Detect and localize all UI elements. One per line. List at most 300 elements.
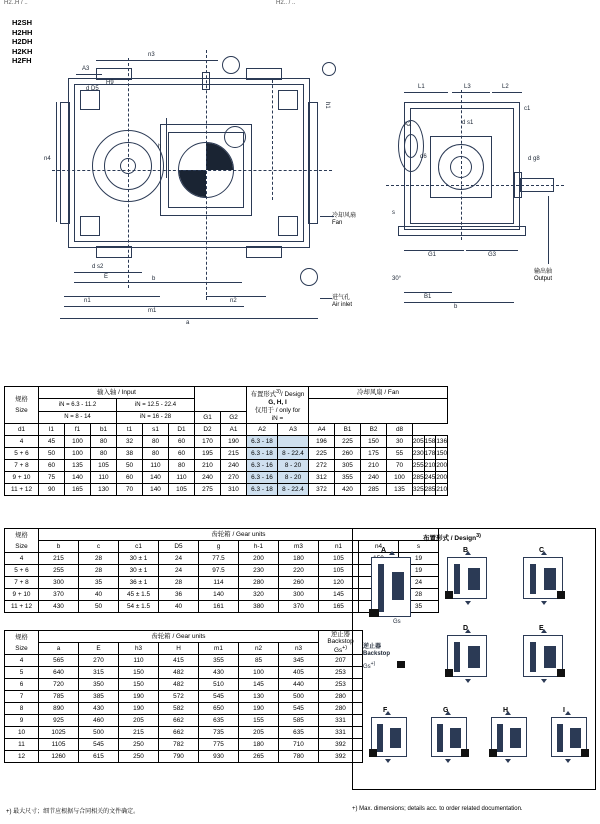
dim-n1 [64,296,160,297]
t2-cell: 28 [159,577,199,589]
label-ds2: d s2 [92,264,104,270]
t1-cell: 225 [335,436,361,448]
t1-cell: 312 [309,472,335,484]
t2-title: 齿轮箱 / Gear units [39,529,439,541]
dim-E [74,272,142,273]
t3-cell: 500 [79,727,119,739]
t2-cell: 36 ± 1 [119,577,159,589]
t2-col-n4: n4 [359,541,399,553]
t2-cell: 19 [399,565,439,577]
t1-cell: 245 [424,472,436,484]
t1-cell: 305 [335,460,361,472]
label-ds1: d s1 [462,120,474,126]
design-backstop-D [445,669,453,677]
t2-cell: 180 [279,553,319,565]
t1-cell: 200 [436,460,448,472]
centerline-vertical-input [128,58,129,288]
detail-callout-x [222,56,240,74]
t1-sub3: N = 8 - 14 [39,412,117,424]
t1-cell: 140 [65,472,91,484]
design-backstop-G [461,749,469,757]
design-backstop-H [489,749,497,757]
t1-cell: 6.3 - 18 [247,436,278,448]
t3-col-m1: m1 [199,643,239,655]
design-unit-B [447,557,487,599]
t1-cell: 80 [169,460,195,472]
t3-cell: 392 [319,739,363,751]
t3-cell: 780 [279,751,319,763]
callout-airinlet-en: Air inlet [332,302,353,308]
callout-fan-cn: 冷却风扇 [332,213,357,219]
dim-n4 [56,102,57,222]
t1-sub2: iN = 12.5 - 22.4 [117,399,195,412]
t3-cell: 500 [279,691,319,703]
t1-row-size: 9 + 10 [5,472,39,484]
t2-cell: 105 [319,553,359,565]
t1-sub1: iN = 6.3 - 11.2 [39,399,117,412]
label-B1: B1 [424,294,432,300]
model-item-4: H2FH [12,56,32,65]
t1-cell: 230 [413,448,425,460]
label-L2: L2 [502,84,509,90]
label-n3: n3 [148,52,155,58]
t1-cell: 210 [424,460,436,472]
t2-cell: 28 [399,589,439,601]
t2-size-header [5,529,39,553]
design-unit-D [447,635,487,677]
dim-b-right [404,302,514,303]
t3-cell: 930 [199,751,239,763]
t1-cell: 80 [91,436,117,448]
t3-cell: 662 [159,715,199,727]
t3-cell: 180 [239,739,279,751]
top-boss-right [246,68,282,80]
dim-L2 [492,92,522,93]
t1-cell: 60 [169,436,195,448]
t1-cell: 240 [221,460,247,472]
t2-cell: 35 [399,601,439,613]
t3-row-size: 12 [5,751,39,763]
t3-cell: 253 [319,667,363,679]
t1-col-f1: f1 [65,424,91,436]
t1-cell: 100 [65,448,91,460]
label-angle30: 30° [392,276,402,282]
t3-cell: 662 [159,727,199,739]
t1-column-row [5,424,448,436]
detail-callout-w [224,126,246,148]
t3-cell: 790 [159,751,199,763]
t3-cell: 710 [279,739,319,751]
label-dD5: d D5 [86,86,99,92]
t1-col-A4: A4 [309,424,335,436]
t3-cell: 110 [119,655,159,667]
t1-cell: 60 [169,448,195,460]
t3-cell: 345 [279,655,319,667]
table-row [5,448,448,460]
t1-row-size: 11 + 12 [5,484,39,496]
t1-cell: 240 [195,472,221,484]
t3-cell: 440 [279,679,319,691]
label-a: a [186,320,190,326]
t3-row-size: 5 [5,667,39,679]
t1-design-in: iN = [271,415,284,423]
t1-cell: 105 [91,460,117,472]
t1-fan-spacer [309,399,448,424]
t3-cell: 1105 [39,739,79,751]
t3-size-cn: 规格 [15,633,28,641]
t1-row-size: 5 + 6 [5,448,39,460]
label-m1: m1 [148,308,157,314]
header-center-text: H2.. / .. [276,0,296,6]
t3-cell: 735 [199,727,239,739]
t3-col-n3: n3 [279,643,319,655]
t1-input-header: 输入轴 / Input [39,387,195,399]
bottom-boss-right [246,246,282,258]
t2-cell: 215 [39,553,79,565]
t1-cell: 140 [143,472,169,484]
t1-sub4: iN = 16 - 28 [117,412,195,424]
fan-hub [404,134,418,158]
t3-cell: 207 [319,655,363,667]
t1-cell: 60 [117,472,143,484]
t1-cell: 158 [424,436,436,448]
t2-cell: 120 [319,577,359,589]
label-H9: H9 [106,80,114,86]
leader-fan [320,216,334,217]
t3-row-size: 4 [5,655,39,667]
t1-col-t1: t1 [117,424,143,436]
side-base [398,226,526,236]
t2-col-m3: m3 [279,541,319,553]
t1-cell: 310 [221,484,247,496]
t2-cell: 40 [79,589,119,601]
t2-cell: 28 [79,565,119,577]
t1-cell: 135 [65,460,91,472]
t1-cell: 215 [221,448,247,460]
t1-row-size: 7 + 8 [5,460,39,472]
t3-cell: 190 [119,703,159,715]
t3-cell: 250 [119,751,159,763]
t3-cell: 130 [239,691,279,703]
t1-cell: 285 [424,484,436,496]
label-s: s [392,210,395,216]
design-panel [352,528,596,790]
t1-cell: 140 [143,484,169,496]
t3-size-en: Size [15,644,28,652]
t1-size-cn: 规格 [15,396,28,404]
dim-G1 [404,250,464,251]
t2-cell: 230 [239,565,279,577]
label-c1: c1 [524,106,531,112]
t1-cell: 325 [413,484,425,496]
design-letter-F: F [383,707,388,714]
t1-cell: 200 [436,472,448,484]
t3-cell: 430 [199,667,239,679]
t3-cell: 253 [319,679,363,691]
t3-backstop-gs: Gs+) [333,645,348,655]
t3-cell: 640 [39,667,79,679]
t3-backstop-en: Backstop [327,638,354,645]
label-E: E [104,274,109,280]
t1-design-ghi: G, H, I [268,399,287,407]
t1-cell: 80 [91,448,117,460]
table-row [5,436,448,448]
label-n1: n1 [84,298,91,304]
table-row [5,739,363,751]
t1-col-A1: A1 [221,424,247,436]
t2-cell: 300 [279,589,319,601]
t2-row-size: 4 [5,553,39,565]
t1-cell: 150 [436,448,448,460]
t1-cell: 80 [143,448,169,460]
callout-fan-en: Fan [332,220,343,226]
callout-output-en: Output [534,276,553,282]
table-row [5,484,448,496]
t1-col-d8: d8 [387,424,413,436]
t1-cell: 372 [309,484,335,496]
t3-cell: 635 [279,727,319,739]
label-b: b [152,276,156,282]
t3-cell: 572 [159,691,199,703]
label-L1: L1 [418,84,425,90]
leader-output [548,196,549,264]
t3-col-h3: h3 [119,643,159,655]
t2-col-c: c [79,541,119,553]
label-dg8: d g8 [528,156,540,162]
t2-col-D5: D5 [159,541,199,553]
bottom-boss-left [96,246,132,258]
t1-cell: 175 [361,448,387,460]
side-centerline-h [386,185,564,186]
t1-cell: 30 [387,436,413,448]
side-centerline-v [461,90,462,240]
table-row [5,703,363,715]
t2-cell: 35 [79,577,119,589]
t3-cell: 482 [159,667,199,679]
model-item-3: H2KH [12,46,33,56]
t1-cell: 210 [436,484,448,496]
t2-row-size: 9 + 10 [5,589,39,601]
detail-callout-y [322,62,336,76]
t3-cell: 925 [39,715,79,727]
design-backstop-A [369,609,379,617]
t3-cell: 1260 [39,751,79,763]
t2-cell: 40 [159,601,199,613]
t3-cell: 585 [279,715,319,727]
t1-cell [278,436,309,448]
t3-cell: 145 [239,679,279,691]
t2-col-n1: n1 [319,541,359,553]
t2-cell: 24 [159,565,199,577]
t1-cell: 135 [387,484,413,496]
label-h1: h1 [324,102,330,109]
t3-cell: 565 [39,655,79,667]
t1-cell: 70 [387,460,413,472]
callout-airinlet-cn: 进气孔 [332,295,351,301]
label-G1: G1 [428,252,437,258]
t1-cell: 195 [195,448,221,460]
dim-A3 [76,74,102,75]
table-row [5,655,363,667]
t3-cell: 615 [79,751,119,763]
t1-col-b1: b1 [91,424,117,436]
design-backstop-F [369,749,377,757]
t1-cell: 355 [335,472,361,484]
t1-cell: 178 [424,448,436,460]
t2-cell: 105 [319,565,359,577]
leader-airinlet [320,298,332,299]
dim-G3 [466,250,518,251]
t1-cell: 38 [117,448,143,460]
t3-cell: 650 [199,703,239,715]
header-left-text: H2..H / .. [4,0,28,6]
t1-col-A3: A3 [278,424,309,436]
t2-cell: 140 [199,589,239,601]
t3-cell: 85 [239,655,279,667]
dim-L3 [452,92,490,93]
model-item-2: H2DH [12,37,33,46]
label-n4: n4 [44,156,51,162]
t1-cell: 110 [91,472,117,484]
design-backstop-swatch [397,661,405,668]
t1-cell: 285 [361,484,387,496]
t3-cell: 1025 [39,727,79,739]
t1-cell: 70 [117,484,143,496]
detail-corner-bl [80,216,100,236]
t1-col-G1: G1 [195,412,221,424]
t2-col-s: s [399,541,439,553]
t3-cell: 155 [239,715,279,727]
design-backstop-B [445,591,453,599]
table-row [5,667,363,679]
t3-row-size: 6 [5,679,39,691]
t3-row-size: 9 [5,715,39,727]
t1-cell: 100 [65,436,91,448]
t1-col-G2: G2 [221,412,247,424]
t1-cell: 190 [221,436,247,448]
table-row [5,691,363,703]
t3-cell: 785 [39,691,79,703]
base-flange-right [308,102,318,224]
t3-cell: 545 [79,739,119,751]
t1-col-d1: d1 [5,424,39,436]
t1-cell: 170 [195,436,221,448]
table-row [5,472,448,484]
t2-col-b: b [39,541,79,553]
t1-cell: 110 [169,472,195,484]
t1-col-D2: D2 [195,424,221,436]
t1-cell: 165 [65,484,91,496]
design-backstop-gs: Gs+) [363,661,376,670]
model-item-1: H2HH [12,27,33,37]
t1-col-l1: l1 [39,424,65,436]
t1-col-B1: B1 [335,424,361,436]
t1-cell: 90 [39,484,65,496]
design-letter-A: A [381,547,387,554]
dim-b [74,282,242,283]
t3-cell: 775 [199,739,239,751]
t1-g-header [195,387,247,412]
t1-col-D1: D1 [169,424,195,436]
t1-cell: 55 [387,448,413,460]
t3-cell: 545 [279,703,319,715]
t3-col-a: a [39,643,79,655]
t3-cell: 331 [319,727,363,739]
table-row [5,679,363,691]
t3-cell: 100 [239,667,279,679]
t3-cell: 415 [159,655,199,667]
t1-col-s1: s1 [143,424,169,436]
page-header [0,0,600,10]
t3-cell: 545 [199,691,239,703]
label-L3: L3 [464,84,471,90]
t1-size-en: Size [15,407,28,415]
t1-cell: 6.3 - 16 [247,472,278,484]
t3-cell: 205 [119,715,159,727]
t3-cell: 355 [199,655,239,667]
t2-col-c1: c1 [119,541,159,553]
t1-fan-header: 冷却风扇 / Fan [309,387,448,399]
t1-size-header [5,387,39,424]
t2-cell: 45 ± 1.5 [119,589,159,601]
detail-callout-z [300,268,318,286]
label-A3: A3 [82,66,90,72]
label-G3: G3 [488,252,497,258]
t1-row-size: 4 [5,436,39,448]
t1-cell: 60 [39,460,65,472]
t1-cell: 260 [335,448,361,460]
t2-cell: 36 [159,589,199,601]
design-backstop-cn: 逆止器 [363,644,382,650]
label-h: h [158,144,162,150]
t3-cell: 215 [119,727,159,739]
t1-cell: 285 [413,472,425,484]
detail-corner-tr [278,90,298,110]
table-row [5,751,363,763]
t2-row-size: 7 + 8 [5,577,39,589]
t1-cell: 255 [413,460,425,472]
t1-cell: 110 [143,460,169,472]
design-backstop-I [581,749,589,757]
t1-cell: 240 [361,472,387,484]
dim-n3 [96,60,218,61]
t3-cell: 460 [79,715,119,727]
t2-size-en: Size [15,542,28,550]
table-row [5,727,363,739]
t2-col-h-1: h-1 [239,541,279,553]
technical-drawing [0,10,600,380]
model-item-0: H2SH [12,18,33,27]
table-gear-units-2 [4,630,363,763]
dim-B1 [404,292,452,293]
t1-design-cn: 布置形式 [250,391,277,399]
dim-n2 [206,296,266,297]
t3-size-header [5,631,39,655]
t3-row-size: 8 [5,703,39,715]
design-letter-I: I [563,707,565,714]
t3-cell: 205 [239,727,279,739]
dim-h [166,118,167,178]
t2-cell: 370 [39,589,79,601]
t1-cell: 8 - 22.4 [278,448,309,460]
t1-cell: 136 [436,436,448,448]
t3-backstop-cn: 逆止器 [330,631,351,638]
t1-cell: 8 - 22.4 [278,484,309,496]
t1-cell: 105 [169,484,195,496]
label-b2: b [454,304,458,310]
t1-cell: 6.3 - 16 [247,460,278,472]
t3-cell: 331 [319,715,363,727]
